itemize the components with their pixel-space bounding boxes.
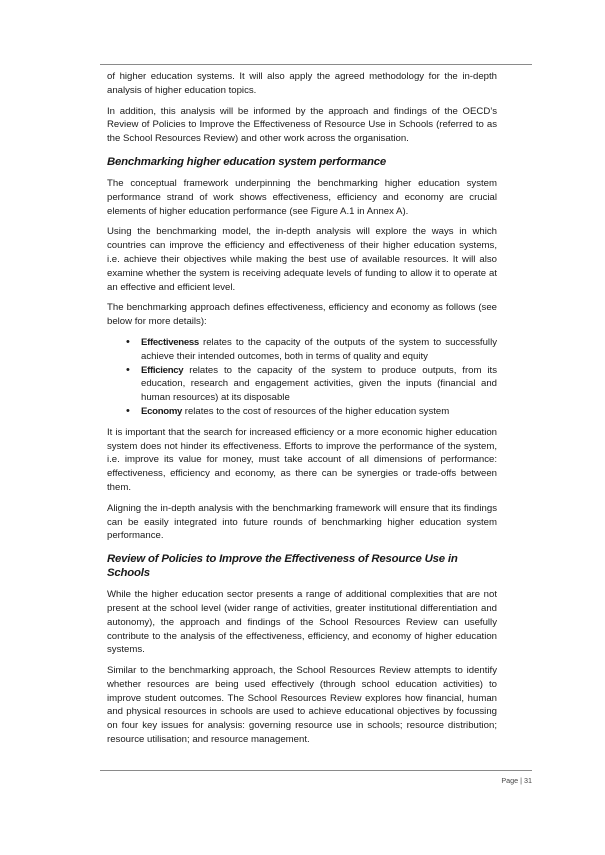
term-economy: Economy: [141, 405, 183, 417]
list-item-effectiveness: [141, 336, 497, 364]
paragraph-intro-continuation: of higher education systems. It will also apply the agreed methodology for the in-depth analysis of higher education topics.: [107, 71, 497, 96]
page-number: Page | 31: [501, 776, 532, 785]
footer-rule: [100, 770, 532, 771]
definition-efficiency: relates to the capacity of the system to produce outputs, from its education, research and engagement activities, given the inputs (financial and human resources) at its disposable: [141, 364, 497, 404]
heading-school-resources-review: Review of Policies to Improve the Effectiveness of Resource Use in Schools: [107, 553, 458, 580]
heading-benchmarking: Benchmarking higher education system performance: [107, 155, 387, 168]
page-body: [107, 70, 497, 754]
header-rule: [100, 64, 532, 65]
term-effectiveness: Effectiveness: [141, 336, 199, 348]
paragraph-definitions-intro: The benchmarking approach defines effectiveness, efficiency and economy as follows (see below for more details):: [107, 302, 497, 328]
paragraph-similar-approach: Similar to the benchmarking approach, the School Resources Review attempts to identify whether resources are being used effectively (through school education activities) to improve student outcomes. The School Resources Review explores how financial, human and physical resources in schools are used to achieve educational objectives by focussing on four key issues for analysis: governing resource use in schools; resource distribution; resource utilisation; and resource management.: [107, 665, 497, 746]
paragraph-complexities: While the higher education sector presents a range of additional complexities that are not present at the school level (wider range of activities, greater institutional differentiation and autonomy), the approach and findings of the School Resources Review can usefully contribute to the analysis of the effectiveness, efficiency, and economy of higher education systems.: [107, 589, 497, 656]
definition-economy: relates to the cost of resources of the higher education system: [182, 405, 450, 417]
paragraph-conceptual-framework: The conceptual framework underpinning the benchmarking higher education system performance strand of work shows effectiveness, efficiency and economy are crucial elements of higher education performance (see Figure A.1 in Annex A).: [107, 177, 497, 217]
paragraph-efficiency-caution: It is important that the search for increased efficiency or a more economic higher education system does not hinder its effectiveness. Efforts to improve the performance of the system, i.e. improve its value for money, must take account of all dimensions of performance: effectiveness, efficiency and economy, as there can be synergies or trade-offs between them.: [107, 426, 497, 493]
term-efficiency: Efficiency: [141, 364, 184, 376]
list-item-economy: [141, 405, 497, 419]
paragraph-benchmarking-model: Using the benchmarking model, the in-depth analysis will explore the ways in which countries can improve the efficiency and effectiveness of their higher education systems, i.e. achieve their objectives while making the best use of available resources. It will also examine whether the system is receiving adequate levels of funding to allow it to operate at an effective and efficient level.: [107, 226, 497, 293]
paragraph-alignment: Aligning the in-depth analysis with the benchmarking framework will ensure that its findings can be easily integrated into future rounds of benchmarking higher education system performance.: [107, 502, 497, 542]
paragraph-school-resources-review: In addition, this analysis will be informed by the approach and findings of the OECD’s Review of Policies to Improve the Effectiveness of Resource Use in Schools (referred to as the School Resources Review) and other work across the organisation.: [107, 105, 497, 145]
definition-effectiveness: relates to the capacity of the outputs of the system to successfully achieve their intended outcomes, both in terms of quality and equity: [141, 336, 497, 362]
definitions-list: [107, 336, 497, 419]
list-item-efficiency: [141, 364, 497, 405]
